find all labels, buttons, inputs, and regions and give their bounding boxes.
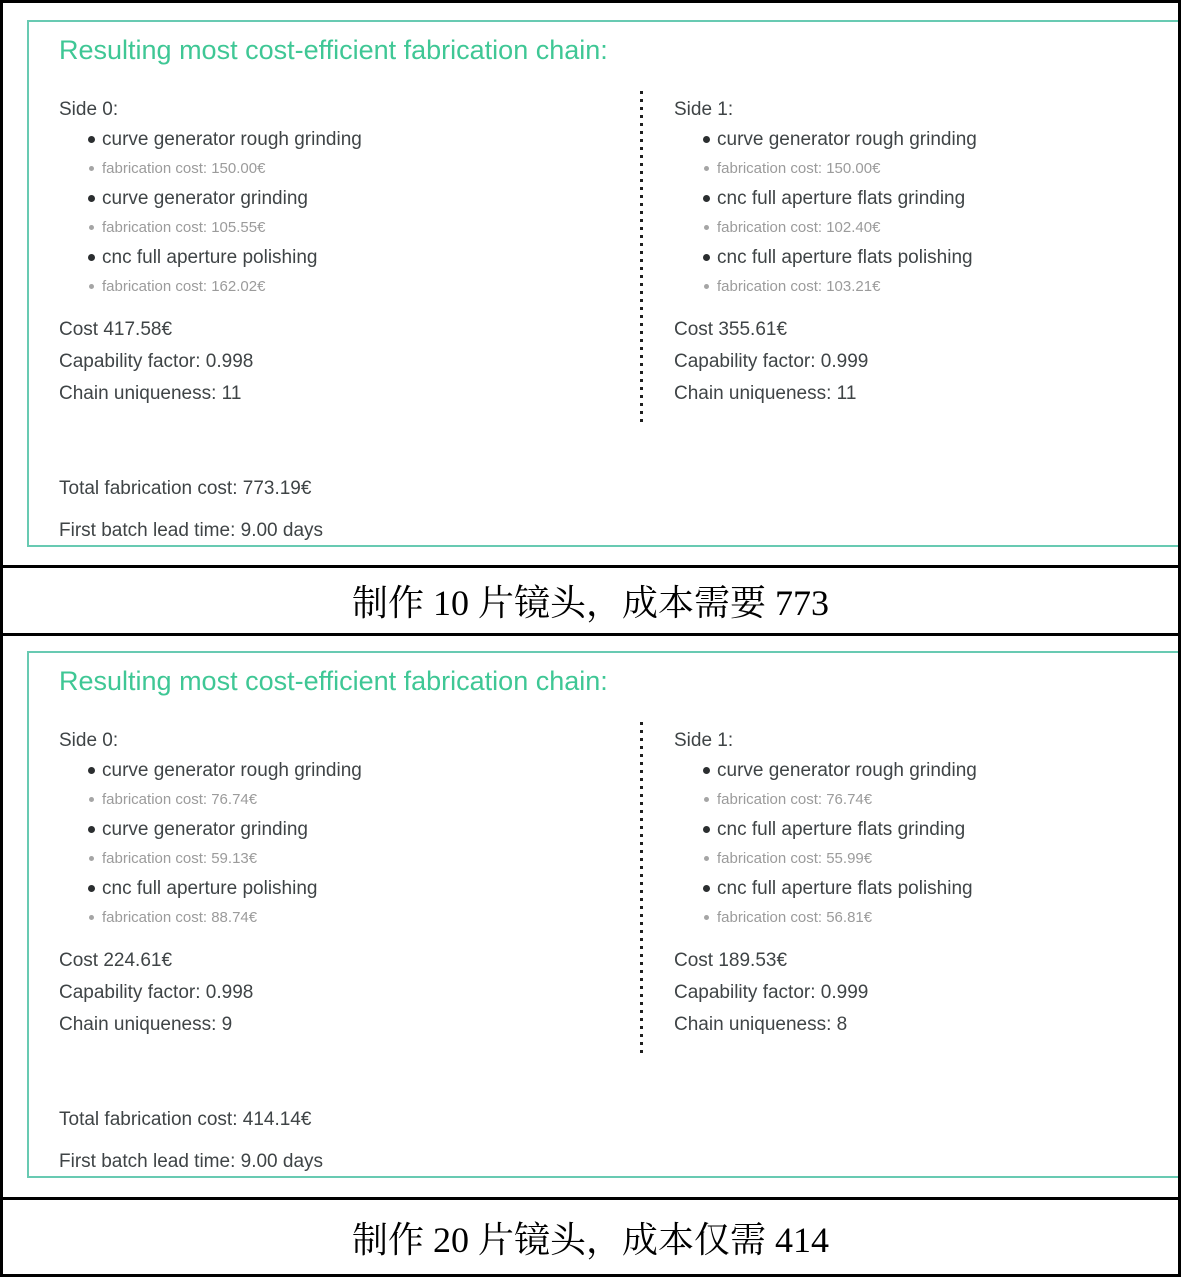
chain-uniqueness: Chain uniqueness: 9 [59, 1013, 233, 1035]
bullet-icon [703, 826, 710, 833]
step-name: cnc full aperture flats polishing [717, 877, 973, 899]
step-cost: fabrication cost: 105.55€ [102, 219, 266, 236]
result-panel-batch-20 [27, 651, 1178, 1178]
side-stats [674, 945, 1178, 1041]
sub-bullet-icon [89, 225, 94, 230]
sub-bullet-icon [704, 166, 709, 171]
result-area-batch-20 [3, 636, 1178, 1197]
sub-bullet-icon [89, 856, 94, 861]
step-cost: fabrication cost: 56.81€ [717, 909, 873, 926]
caption-batch-10: 制作 10 片镜头，成本需要 773 [3, 568, 1178, 633]
bullet-icon [703, 767, 710, 774]
step-name: curve generator rough grinding [717, 759, 977, 781]
step-cost-item [59, 903, 640, 933]
bullet-icon [703, 195, 710, 202]
side-0-column [59, 726, 640, 1054]
panel-heading: Resulting most cost-efficient fabrication chain: [59, 35, 608, 65]
step-cost-item [674, 785, 1178, 815]
step-name: cnc full aperture polishing [102, 877, 318, 899]
step-cost-item [59, 272, 640, 302]
step-name: cnc full aperture flats grinding [717, 187, 966, 209]
step-name: cnc full aperture polishing [102, 246, 318, 268]
step-cost-item [674, 213, 1178, 243]
first-batch-lead-time: First batch lead time: 9.00 days [59, 520, 324, 541]
step-item [59, 243, 640, 273]
step-item [674, 184, 1178, 214]
step-name: curve generator rough grinding [102, 759, 362, 781]
sides-columns [59, 726, 1178, 1054]
panel-totals [59, 475, 1178, 545]
step-cost-item [59, 785, 640, 815]
capability-factor: Capability factor: 0.999 [674, 981, 869, 1003]
first-batch-lead-time: First batch lead time: 9.00 days [59, 1151, 324, 1172]
side-label: Side 1: [674, 99, 734, 120]
step-cost-item [59, 844, 640, 874]
step-cost-item [674, 154, 1178, 184]
side-label: Side 0: [59, 730, 119, 751]
step-cost: fabrication cost: 76.74€ [102, 791, 258, 808]
result-area-batch-10 [3, 3, 1178, 565]
step-cost-item [59, 154, 640, 184]
step-cost: fabrication cost: 162.02€ [102, 278, 266, 295]
total-fabrication-cost: Total fabrication cost: 414.14€ [59, 1109, 312, 1130]
sub-bullet-icon [704, 856, 709, 861]
step-cost: fabrication cost: 76.74€ [717, 791, 873, 808]
sub-bullet-icon [704, 797, 709, 802]
step-cost-item [674, 272, 1178, 302]
chain-uniqueness: Chain uniqueness: 11 [674, 382, 857, 404]
step-item [674, 756, 1178, 786]
step-item [59, 184, 640, 214]
step-item [674, 125, 1178, 155]
total-fabrication-cost: Total fabrication cost: 773.19€ [59, 478, 312, 499]
step-item [59, 874, 640, 904]
side-cost: Cost 189.53€ [674, 949, 788, 971]
panel-totals [59, 1106, 1178, 1176]
step-cost: fabrication cost: 150.00€ [102, 160, 266, 177]
side-label: Side 0: [59, 99, 119, 120]
sub-bullet-icon [89, 915, 94, 920]
sub-bullet-icon [704, 915, 709, 920]
capability-factor: Capability factor: 0.998 [59, 350, 254, 372]
side-1-column [643, 726, 1178, 1054]
bullet-icon [88, 885, 95, 892]
bullet-icon [703, 885, 710, 892]
side-cost: Cost 417.58€ [59, 318, 173, 340]
chain-uniqueness: Chain uniqueness: 11 [59, 382, 242, 404]
sub-bullet-icon [89, 797, 94, 802]
step-name: curve generator rough grinding [102, 128, 362, 150]
step-item [59, 815, 640, 845]
fabrication-steps-list [59, 756, 640, 933]
step-name: curve generator grinding [102, 187, 308, 209]
fabrication-steps-list [59, 125, 640, 302]
step-cost: fabrication cost: 88.74€ [102, 909, 258, 926]
side-cost: Cost 355.61€ [674, 318, 788, 340]
side-cost: Cost 224.61€ [59, 949, 173, 971]
step-cost: fabrication cost: 102.40€ [717, 219, 881, 236]
side-stats [674, 314, 1178, 410]
side-1-column [643, 95, 1178, 423]
panel-heading: Resulting most cost-efficient fabrication chain: [59, 666, 608, 696]
bullet-icon [88, 826, 95, 833]
sub-bullet-icon [89, 166, 94, 171]
step-item [59, 125, 640, 155]
step-item [674, 815, 1178, 845]
capability-factor: Capability factor: 0.999 [674, 350, 869, 372]
sub-bullet-icon [704, 284, 709, 289]
sides-columns [59, 95, 1178, 423]
result-panel-batch-10 [27, 20, 1178, 547]
fabrication-steps-list [674, 756, 1178, 933]
side-0-column [59, 95, 640, 423]
step-cost-item [59, 213, 640, 243]
capability-factor: Capability factor: 0.998 [59, 981, 254, 1003]
step-item [674, 243, 1178, 273]
step-item [59, 756, 640, 786]
chain-uniqueness: Chain uniqueness: 8 [674, 1013, 848, 1035]
bullet-icon [88, 767, 95, 774]
step-name: curve generator rough grinding [717, 128, 977, 150]
sub-bullet-icon [704, 225, 709, 230]
step-cost: fabrication cost: 55.99€ [717, 850, 873, 867]
step-item [674, 874, 1178, 904]
side-stats [59, 314, 640, 410]
bullet-icon [88, 195, 95, 202]
step-cost: fabrication cost: 150.00€ [717, 160, 881, 177]
bullet-icon [88, 254, 95, 261]
step-cost: fabrication cost: 59.13€ [102, 850, 258, 867]
bullet-icon [703, 136, 710, 143]
step-cost-item [674, 844, 1178, 874]
bullet-icon [703, 254, 710, 261]
step-name: cnc full aperture flats polishing [717, 246, 973, 268]
fabrication-steps-list [674, 125, 1178, 302]
sub-bullet-icon [89, 284, 94, 289]
step-name: curve generator grinding [102, 818, 308, 840]
side-label: Side 1: [674, 730, 734, 751]
bullet-icon [88, 136, 95, 143]
step-cost-item [674, 903, 1178, 933]
caption-batch-20: 制作 20 片镜头，成本仅需 414 [3, 1200, 1178, 1274]
step-name: cnc full aperture flats grinding [717, 818, 966, 840]
step-cost: fabrication cost: 103.21€ [717, 278, 881, 295]
side-stats [59, 945, 640, 1041]
